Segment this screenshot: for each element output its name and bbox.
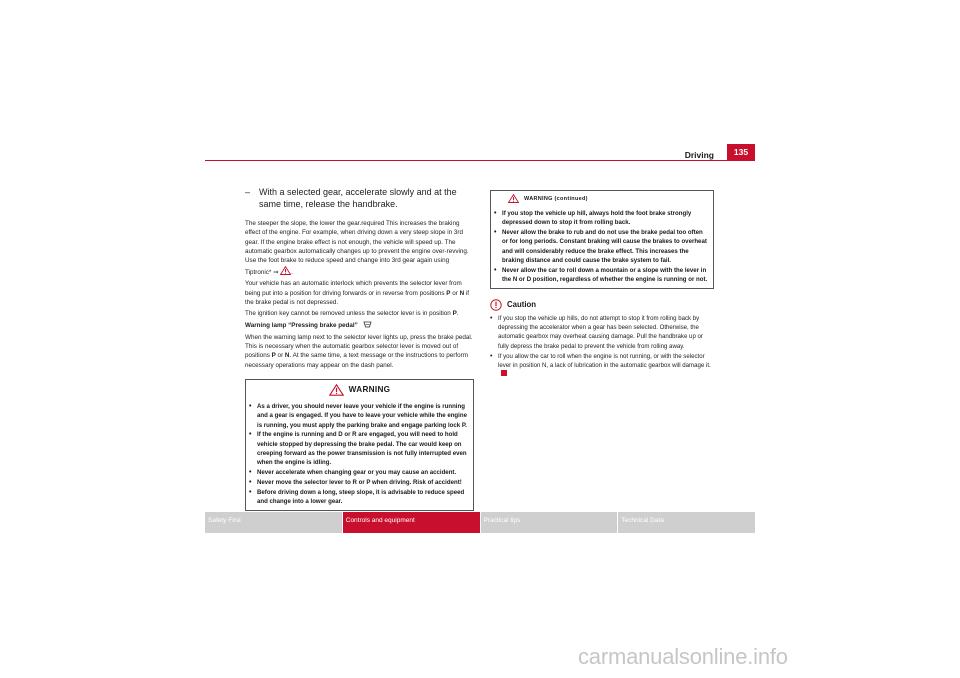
warning-item: • If you stop the vehicle up hill, always hold the foot brake strongly depressed down to stop it from rolling back. (494, 209, 710, 228)
header-rule (205, 160, 755, 161)
ignition-text: The ignition key cannot be removed unless the selector lever is in position (245, 310, 453, 318)
lamp-text-a: When the warning lamp next to the selector lever lights up, press the brake pedal. This is necessary when the automatic gearbox selector lever is moved out of positions (245, 333, 473, 360)
section-end-marker (501, 370, 507, 376)
warning-continued-header (494, 194, 710, 203)
paragraph-warning-lamp (245, 333, 474, 370)
caution-item: • If you stop the vehicle up hills, do not attempt to stop it from rolling back by depressing the accelerator when a gear has been selected. Otherwise, the automatic gearbox may overheat causing damage. Pull the handbrake up or fully depress the brake pedal to prevent the vehicle from rolling away. (490, 314, 714, 351)
page-header-title: Driving (684, 150, 714, 160)
warning-item-text: Never move the selector lever to R or P when driving. Risk of accident! (257, 478, 462, 486)
warning-triangle-icon (280, 266, 291, 275)
tab-safety-first[interactable]: Safety First (205, 512, 342, 533)
warning-continued-title: WARNING (continued) (524, 195, 588, 202)
warning-item-text: As a driver, you should never leave your vehicle if the engine is running and a gear is engaged. If you have to leave your vehicle while the engine is running, you must apply the parking brake and engage parking lock P. (257, 402, 467, 429)
caution-item-text: If you stop the vehicle up hills, do not attempt to stop it from rolling back by depressing the accelerator when a gear has been selected. Otherwise, the automatic gearbox may overheat causing damage. Pull the handbrake up or fully depress the brake pedal to prevent the vehicle from rolling away. (498, 314, 703, 350)
warning-item-text: Before driving down a long, steep slope, it is advisable to reduce speed and change into a lower gear. (257, 488, 465, 505)
position-p: P (446, 289, 451, 297)
position-n: N (459, 289, 465, 297)
step-text: With a selected gear, accelerate slowly and at the same time, release the handbrake. (259, 187, 457, 209)
interlock-text-b: if the brake pedal is not depressed. (245, 289, 470, 306)
watermark: carmanualsonline.info (578, 644, 788, 669)
instruction-step (245, 187, 474, 210)
warning-header (249, 384, 470, 396)
warning-triangle-icon (508, 194, 519, 203)
step-dash: – (245, 187, 251, 197)
left-column (245, 187, 474, 511)
ignition-position-p: P (452, 310, 457, 318)
warning-title: WARNING (348, 385, 391, 395)
warning-triangle-icon (329, 384, 344, 396)
caution-item: • If you allow the car to roll when the engine is not running, or with the selector lever in position N, a lack of lubrication in the automatic gearbox will damage it. (490, 352, 714, 380)
paragraph-slope: The steeper the slope, the lower the gear.required This increases the braking effect of the engine. For example, when driving down a very steep slope in 3rd gear. If the engine brake effect is not enough, the vehicle will speed up. The automatic gearbox automatically changes up to prevent the engine over-revving. Use the foot brake to reduce speed and change into 3rd gear again using Tiptronic* ⇒ . (245, 220, 469, 276)
caution-exclamation-icon (490, 299, 502, 311)
paragraph-slope-text: The steeper the slope, the lower the gear.required This increases the braking effect of the engine. For example, when driving down a very steep slope in 3rd gear. If the engine brake effect is not enough, the vehicle will speed up. The automatic gearbox automatically changes up to prevent the engine over-revving. Use the foot brake to reduce speed and change into 3rd gear again using Tiptronic* ⇒ (245, 220, 469, 276)
caution-header (490, 299, 714, 311)
warning-lamp-heading (245, 321, 474, 330)
lamp-text-b: . At the same time, a text message or the instructions to perform necessary operations may appear on the dash panel. (245, 352, 468, 369)
paragraph-ignition-key: The ignition key cannot be removed unless the selector lever is in position P. (245, 310, 459, 318)
page-number: 135 (727, 144, 755, 160)
lamp-position-n: N (284, 352, 290, 360)
tab-technical-data[interactable]: Technical Data (618, 512, 755, 533)
paragraph-interlock (245, 279, 474, 307)
warning-item-text: If you stop the vehicle up hill, always hold the foot brake strongly depressed down to stop it from rolling back. (502, 210, 692, 227)
warning-item: • Never allow the brake to rub and do not use the brake pedal too often or for long periods. Constant braking will cause the brakes to overheat and will considerably reduce the brake effect. This increases the braking distance and could cause the brake system to fail. (494, 228, 710, 265)
warning-item-text: Never allow the brake to rub and do not use the brake pedal too often or for long periods. Constant braking will cause the brakes to overheat and will considerably reduce the brake effect. This increases the braking distance and could cause the brake system to fail. (502, 229, 707, 264)
caution-item-text: If you allow the car to roll when the engine is not running, or with the selector lever in position N, a lack of lubrication in the automatic gearbox will damage it. (498, 352, 711, 369)
right-column (490, 190, 714, 380)
warning-item: • Never allow the car to roll down a mountain or a slope with the lever in the N or D position, regardless of whether the engine is running or not. (494, 266, 710, 285)
warning-item: • As a driver, you should never leave your vehicle if the engine is running and a gear is engaged. If you have to leave your vehicle while the engine is running, you must apply the parking brake and engage parking lock P. (249, 402, 470, 430)
warning-item-text: Never accelerate when changing gear or you may cause an accident. (257, 468, 457, 476)
warning-item: • Never accelerate when changing gear or you may cause an accident. (249, 468, 457, 476)
tab-practical-tips[interactable]: Practical tips (481, 512, 618, 533)
interlock-text-a: Your vehicle has an automatic interlock which prevents the selector lever from being put into a position for driving forwards or in reverse from positions (245, 280, 462, 297)
warning-item: • Before driving down a long, steep slope, it is advisable to reduce speed and change into a lower gear. (249, 488, 470, 507)
caution-title: Caution (507, 300, 537, 310)
warning-item-text: Never allow the car to roll down a mountain or a slope with the lever in the N or D position, regardless of whether the engine is running or not. (502, 266, 708, 284)
warning-lamp-heading-text: Warning lamp “Pressing brake pedal” (245, 322, 358, 329)
warning-item: • Never move the selector lever to R or P when driving. Risk of accident! (249, 478, 462, 486)
footer-nav (205, 512, 755, 533)
interlock-or: or (450, 289, 460, 297)
tab-controls-and-equipment[interactable]: Controls and equipment (343, 512, 480, 533)
warning-box (245, 379, 474, 511)
warning-continued-box (490, 190, 714, 289)
brake-pedal-lamp-icon (363, 321, 372, 328)
warning-item-text: If the engine is running and D or R are engaged, you will need to hold vehicle stopped by depressing the brake pedal. The car would keep on creeping forward as the power transmission is not fully interrupted even when the engine is idling. (257, 431, 467, 467)
lamp-or: or (275, 352, 285, 360)
warning-item: • If the engine is running and D or R are engaged, you will need to hold vehicle stopped by depressing the brake pedal. The car would keep on creeping forward as the power transmission is not fully interrupted even when the engine is idling. (249, 430, 470, 467)
lamp-position-p: P (271, 352, 276, 360)
